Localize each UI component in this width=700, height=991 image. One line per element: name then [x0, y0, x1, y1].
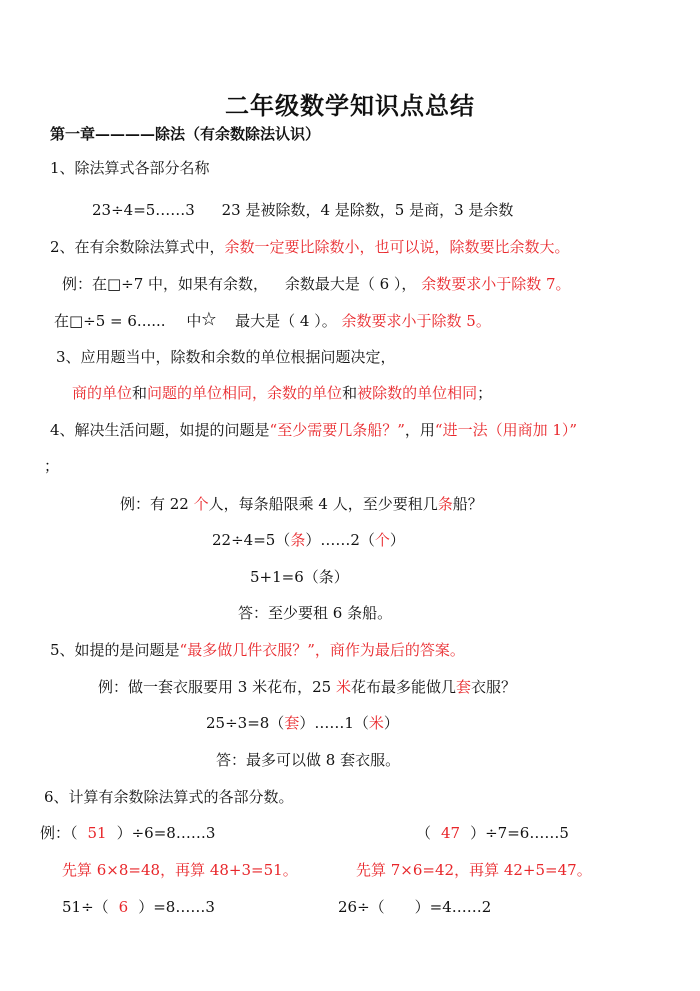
- section-4-calc-2: 5+1=6（条）: [250, 568, 349, 586]
- example-2-text: 在□÷5 = 6......: [54, 312, 166, 330]
- chapter-heading: 第一章————除法（有余数除法认识）: [50, 125, 321, 143]
- example-2-rest: ）÷7=6……5: [470, 824, 569, 842]
- rule-part-1: 商的单位: [72, 384, 133, 402]
- example-text-c: 衣服？: [470, 678, 516, 696]
- section-6-example-1: [40, 823, 215, 843]
- question-1-b: ）=8……3: [138, 898, 215, 916]
- section-4-prefix: 4、解决生活问题，如提的问题是: [50, 421, 270, 439]
- calc-c: ）: [383, 714, 399, 732]
- section-6-hint-2: 先算 7×6=42，再算 42+5=47。: [356, 861, 592, 879]
- section-4-question: “至少需要几条船？”: [269, 421, 405, 439]
- calc-1-c: ）: [389, 531, 405, 549]
- rule-part-6: 被除数的单位相同: [357, 384, 478, 402]
- question-1-a: 51÷（: [62, 898, 109, 916]
- example-2-note: 余数要求小于除数 5。: [341, 312, 491, 330]
- example-text-c: 船？: [452, 495, 483, 513]
- example-2-mid: 中: [186, 312, 202, 330]
- section-5-question: “最多做几件衣服？”，商作为最后的答案。: [179, 641, 465, 659]
- section-1-explanation: 23 是被除数，4 是除数，5 是商，3 是余数: [221, 201, 514, 219]
- example-1-answer: 余数最大是（ 6 ），: [284, 275, 417, 293]
- rule-part-5: 和: [342, 384, 358, 402]
- calc-a: 25÷3=8（: [206, 714, 285, 732]
- section-5-answer: 答：最多可以做 8 套衣服。: [216, 751, 401, 769]
- section-3-rule-line: [72, 383, 492, 403]
- section-5-calc: [206, 713, 399, 733]
- calc-1-unit-2: 个: [374, 531, 390, 549]
- calc-unit-2: 米: [368, 714, 384, 732]
- section-2-example-1: [62, 274, 571, 294]
- example-2-open: （: [416, 824, 432, 842]
- example-text-a: 例：做一套衣服要用 3 米花布，25: [98, 678, 336, 696]
- section-4-mid: ，用: [404, 421, 435, 439]
- section-5-prefix: 5、如提的是问题是: [50, 641, 180, 659]
- example-text-a: 例：有 22: [120, 495, 194, 513]
- example-text-b: 人，每条船限乘 4 人，至少要租几: [208, 495, 438, 513]
- section-6-example-2: [416, 823, 569, 843]
- rule-part-7: ；: [477, 384, 493, 402]
- calc-1-b: ）……2（: [305, 531, 375, 549]
- calc-b: ）……1（: [299, 714, 369, 732]
- section-4-continuation: ；: [44, 457, 60, 475]
- section-1-formula-line: [92, 200, 513, 220]
- section-5-example: [98, 677, 516, 697]
- example-1-rest: ）÷6=8……3: [116, 824, 216, 842]
- section-6-question-1: [62, 897, 215, 917]
- section-4-example: [120, 494, 483, 514]
- section-6-hint-1: 先算 6×8=48，再算 48+3=51。: [62, 861, 298, 879]
- section-1-heading: 1、除法算式各部分名称: [50, 159, 210, 177]
- section-3-heading: 3、应用题当中，除数和余数的单位根据问题决定，: [56, 348, 396, 366]
- section-4-answer: 答：至少要租 6 条船。: [238, 604, 393, 622]
- example-unit-set: 套: [455, 678, 471, 696]
- example-1-note: 余数要求小于除数 7。: [421, 275, 571, 293]
- question-1-value: 6: [118, 898, 129, 916]
- example-label: 例：（: [40, 824, 78, 842]
- section-2-prefix: 2、在有余数除法算式中，: [50, 238, 225, 256]
- rule-part-2: 和: [132, 384, 148, 402]
- example-2-value: 47: [441, 824, 461, 842]
- section-2-rule-line: [50, 237, 570, 257]
- rule-part-4: ，余数的单位: [252, 384, 343, 402]
- section-6-question-2: 26÷（ ）=4……2: [338, 898, 492, 916]
- section-1-formula: 23÷4=5……3: [92, 201, 195, 219]
- calc-1-a: 22÷4=5（: [212, 531, 291, 549]
- example-unit-person: 个: [193, 495, 209, 513]
- section-4-method: “进一法（用商加 1）”: [434, 421, 578, 439]
- section-5-heading: [50, 640, 465, 660]
- example-1-value: 51: [87, 824, 107, 842]
- calc-unit-1: 套: [284, 714, 300, 732]
- example-1-text: 例：在□÷7 中，如果有余数，: [62, 275, 269, 293]
- section-4-calc-1: [212, 530, 405, 550]
- star-icon: ☆: [201, 310, 217, 328]
- page-title: 二年级数学知识点总结: [225, 91, 475, 120]
- section-2-example-2: [54, 311, 491, 331]
- example-2-answer: 最大是（ 4 ）。: [235, 312, 337, 330]
- calc-1-unit-1: 条: [290, 531, 306, 549]
- example-text-b: 花布最多能做几: [350, 678, 456, 696]
- example-unit-meter: 米: [335, 678, 351, 696]
- rule-part-3: 问题的单位相同: [147, 384, 253, 402]
- example-unit-boat: 条: [437, 495, 453, 513]
- section-2-rule: 余数一定要比除数小，也可以说，除数要比余数大。: [224, 238, 570, 256]
- section-4-heading: [50, 420, 577, 440]
- section-6-heading: 6、计算有余数除法算式的各部分数。: [44, 788, 294, 806]
